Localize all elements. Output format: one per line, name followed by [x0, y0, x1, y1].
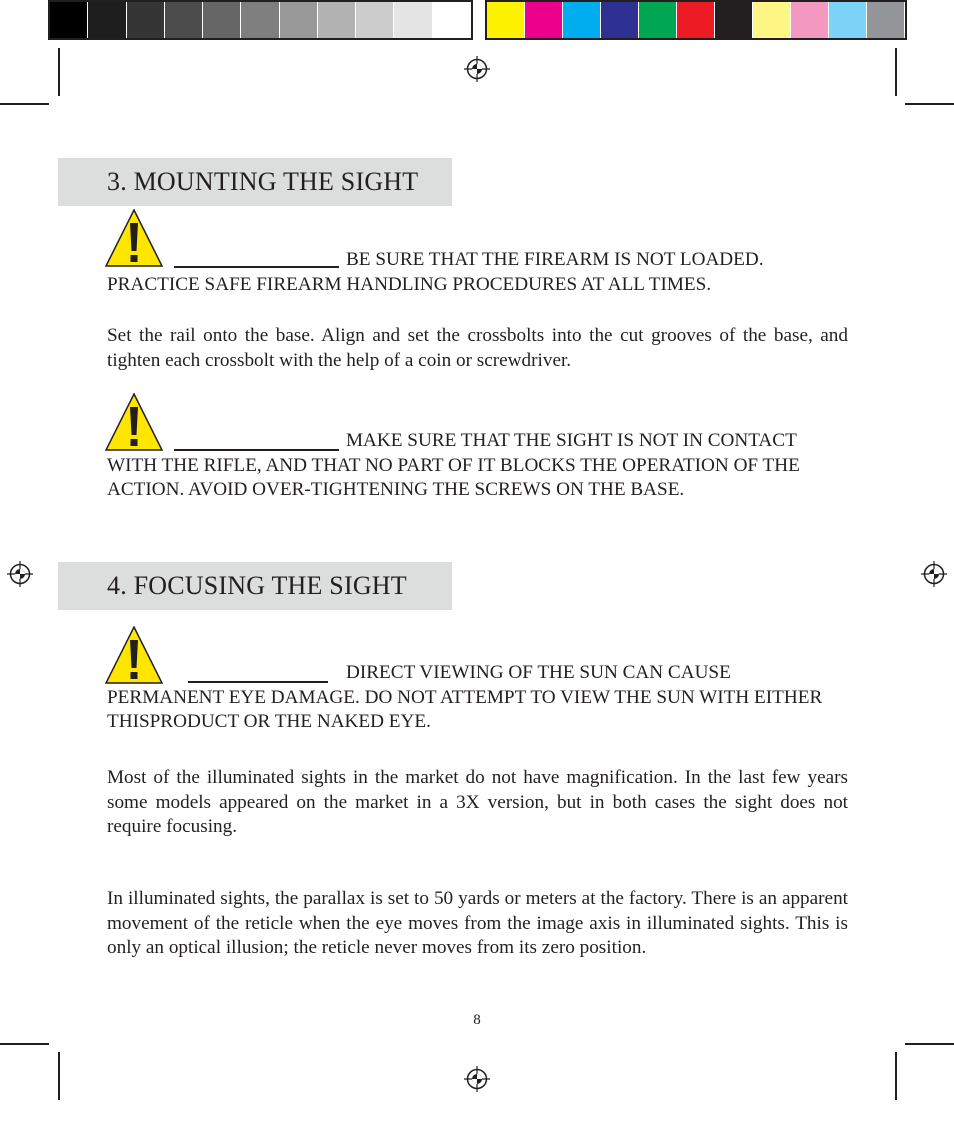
color-calibration-bar: [485, 0, 907, 40]
color-swatch: [791, 2, 829, 38]
grayscale-calibration-bar: [48, 0, 473, 40]
mounting-warning-unloaded: BE SURE THAT THE FIREARM IS NOT LOADED. PRACTICE SAFE FIREARM HANDLING PROCEDURES AT ALL TIMES.: [107, 249, 764, 295]
color-swatch: [487, 2, 525, 38]
gray-swatch: [165, 2, 203, 38]
color-swatch: [753, 2, 791, 38]
color-swatch: [829, 2, 867, 38]
page-number: 8: [473, 1012, 481, 1028]
crop-mark: [905, 103, 954, 105]
parallax-paragraph: In illuminated sights, the parallax is set to 50 yards or meters at the factory. There is an apparent movement of the reticle when the eye moves from the image axis in illuminated sights. This is only an optical illusion; the reticle never moves from its zero position.: [107, 888, 848, 958]
color-swatch: [525, 2, 563, 38]
gray-swatch: [394, 2, 432, 38]
color-swatch: [639, 2, 677, 38]
registration-mark-icon: [7, 561, 33, 587]
color-swatch: [867, 2, 905, 38]
crop-mark: [58, 1052, 60, 1100]
color-swatch: [601, 2, 639, 38]
gray-swatch: [318, 2, 356, 38]
gray-swatch: [356, 2, 394, 38]
crop-mark: [895, 1052, 897, 1100]
gray-swatch: [433, 2, 471, 38]
registration-mark-icon: [464, 56, 490, 82]
gray-swatch: [127, 2, 165, 38]
crop-mark: [58, 48, 60, 96]
color-swatch: [677, 2, 715, 38]
mounting-warning-contact: MAKE SURE THAT THE SIGHT IS NOT IN CONTACT WITH THE RIFLE, AND THAT NO PART OF IT BLOCKS THE OPERATION OF THE ACTION. AVOID OVER-TIGHTENING THE SCREWS ON THE BASE.: [107, 430, 800, 500]
gray-swatch: [241, 2, 279, 38]
section-3-heading: 3. MOUNTING THE SIGHT: [58, 158, 452, 206]
section-4-heading: 4. FOCUSING THE SIGHT: [58, 562, 452, 610]
gray-swatch: [280, 2, 318, 38]
color-swatch: [715, 2, 753, 38]
gray-swatch: [88, 2, 126, 38]
gray-swatch: [203, 2, 241, 38]
registration-mark-icon: [464, 1066, 490, 1092]
registration-mark-icon: [921, 561, 947, 587]
magnification-paragraph: Most of the illuminated sights in the market do not have magnification. In the last few years some models appeared on the market in a 3X version, but in both cases the sight does not require focusing.: [107, 767, 848, 837]
crop-mark: [895, 48, 897, 96]
mounting-instructions: Set the rail onto the base. Align and set the crossbolts into the cut grooves of the base, and tighten each crossbolt with the help of a coin or screwdriver.: [107, 325, 848, 371]
gray-swatch: [50, 2, 88, 38]
crop-mark: [0, 1043, 49, 1045]
crop-mark: [0, 103, 49, 105]
color-swatch: [563, 2, 601, 38]
crop-mark: [905, 1043, 954, 1045]
sun-viewing-warning: DIRECT VIEWING OF THE SUN CAN CAUSE PERMANENT EYE DAMAGE. DO NOT ATTEMPT TO VIEW THE SUN WITH EITHER THISPRODUCT OR THE NAKED EYE.: [107, 662, 823, 732]
